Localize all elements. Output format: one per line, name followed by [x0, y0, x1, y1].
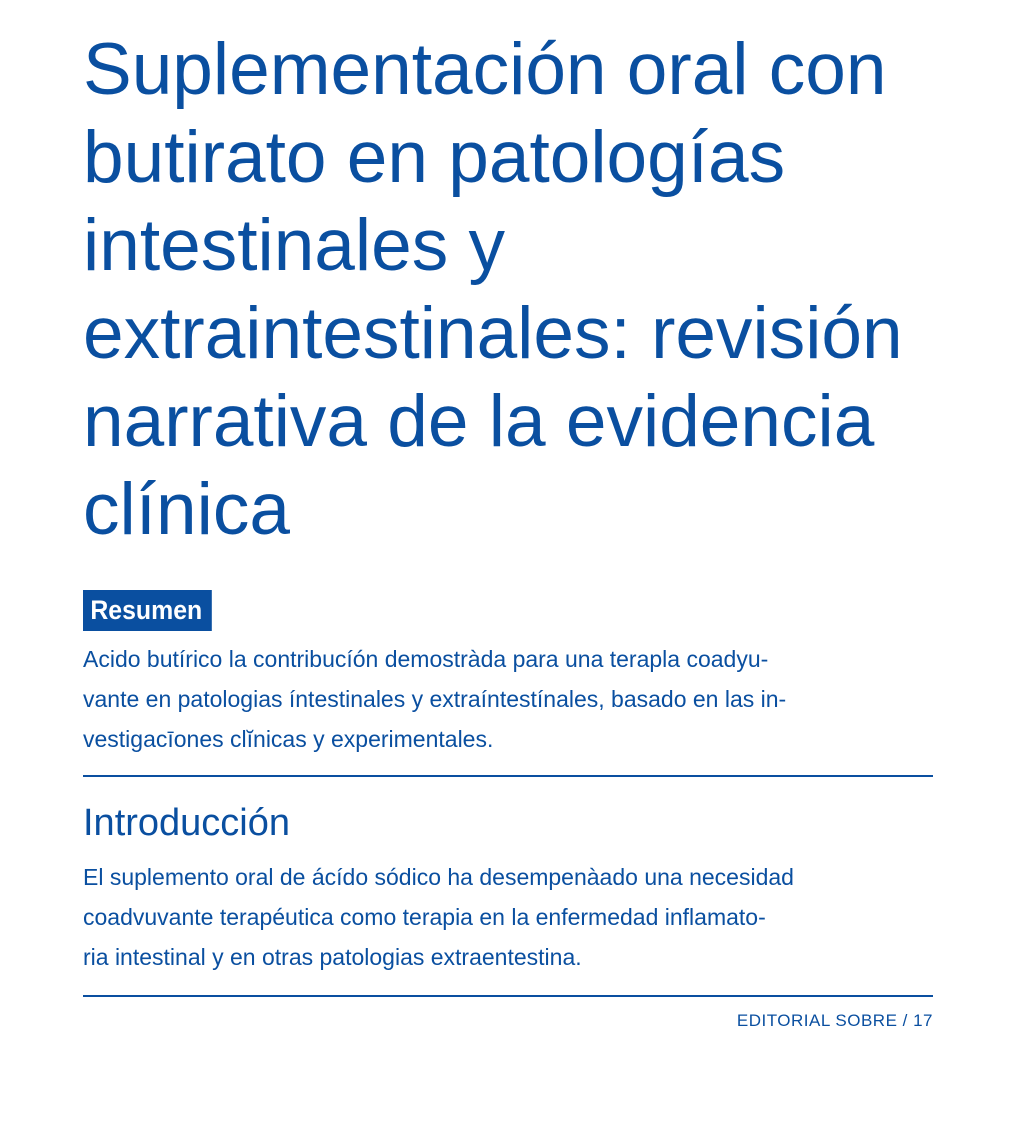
document-page — [83, 0, 933, 1031]
abstract-line: vante en patologias íntestinales y extraíntestínales, basado en las in- — [83, 686, 787, 712]
introduction-line: El suplemento oral de ácído sódico ha desempenàado una necesidad — [83, 864, 794, 890]
title-line: extraintestinales: revisión — [83, 293, 903, 374]
abstract-line: Acido butírico la contribucíón demostràda para una terapla coadyu- — [83, 646, 769, 672]
abstract-label: Resumen — [83, 590, 211, 631]
section-divider — [83, 775, 933, 777]
article-title — [83, 0, 933, 554]
title-line: Suplementación oral con — [83, 29, 887, 110]
title-line: clínica — [83, 469, 290, 550]
section-divider — [83, 995, 933, 997]
title-line: intestinales y — [83, 205, 505, 286]
introduction-heading: Introducción — [83, 802, 291, 844]
abstract-line: vestigacīones clĭnicas y experimentales. — [83, 726, 494, 752]
page-footer: EDITORIAL SOBRE / 17 — [736, 1011, 933, 1030]
introduction-text — [83, 857, 933, 977]
title-line: narrativa de la evidencia — [83, 381, 875, 462]
introduction-line: coadvuvante terapéutica como terapia en la enfermedad inflamato- — [83, 904, 766, 930]
title-line: butirato en patologías — [83, 117, 786, 198]
introduction-line: ria intestinal y en otras patologias extraentestina. — [83, 944, 582, 970]
abstract-text — [83, 639, 933, 759]
